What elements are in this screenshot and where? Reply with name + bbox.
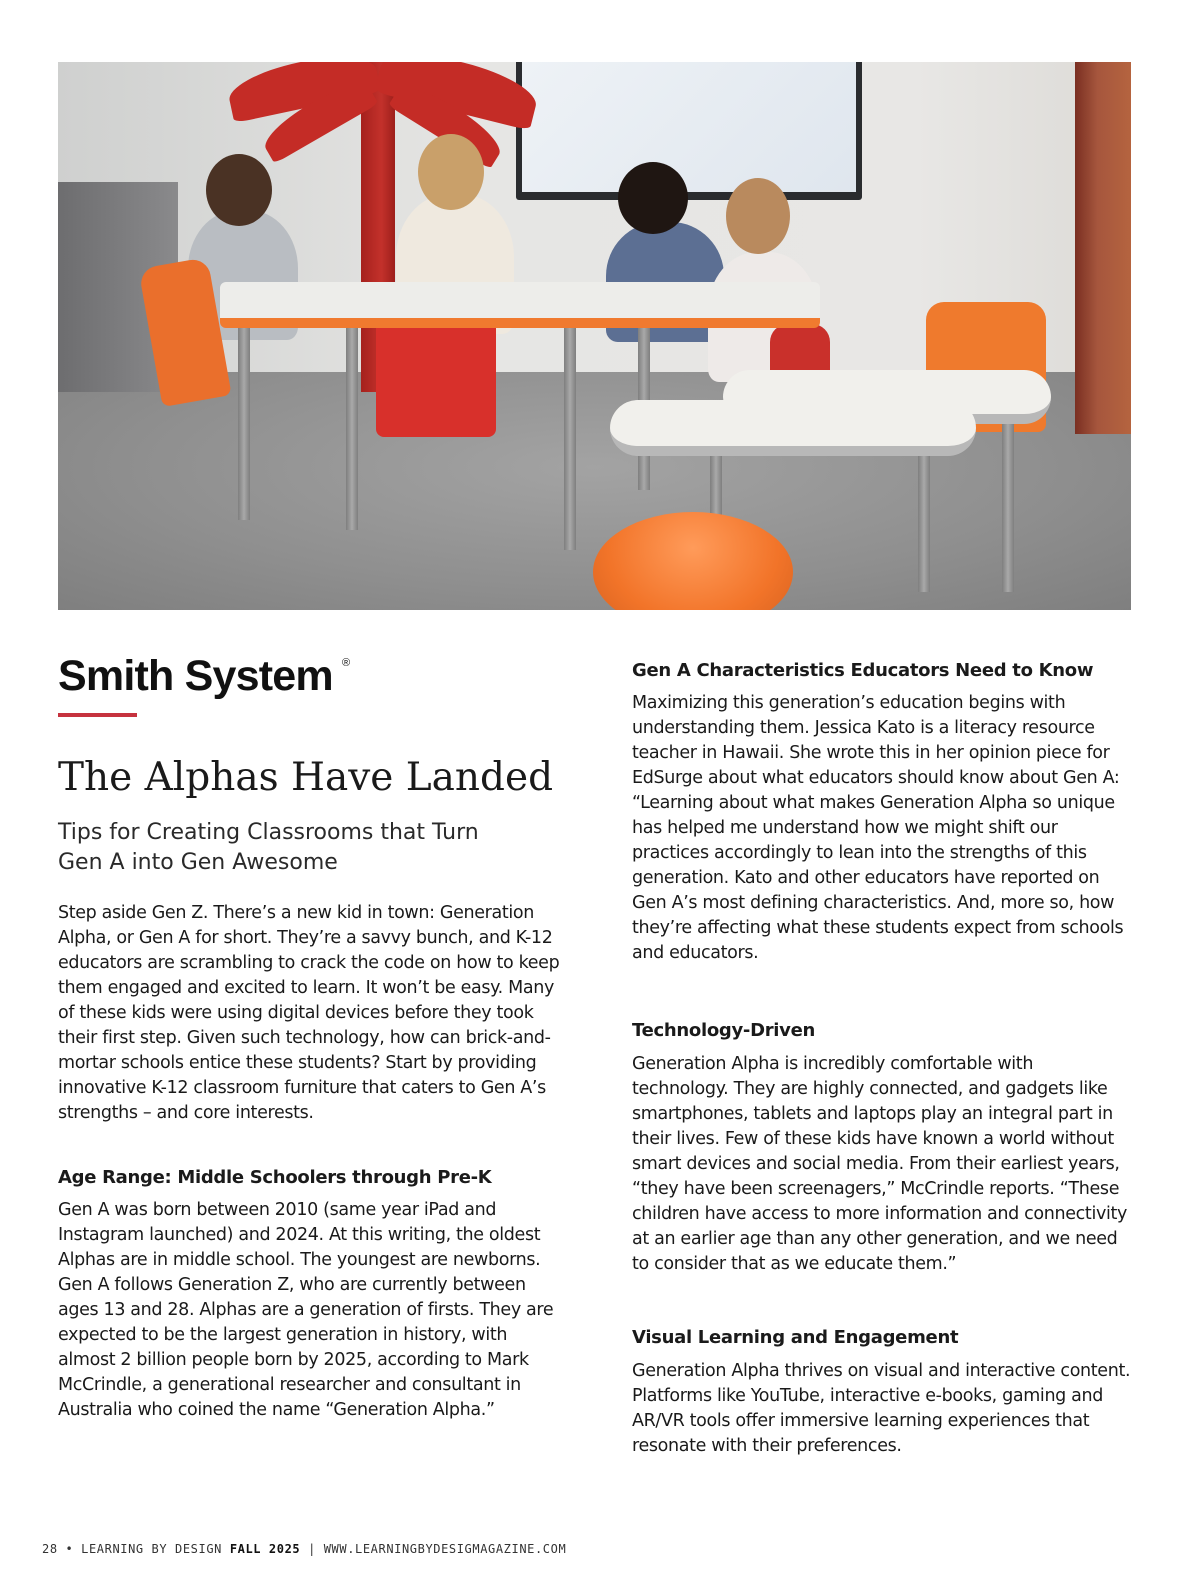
photo-table-leg bbox=[238, 320, 250, 520]
photo-display-board bbox=[516, 62, 862, 200]
registered-mark: ® bbox=[342, 657, 351, 669]
section-heading-age-range: Age Range: Middle Schoolers through Pre-K bbox=[58, 1167, 492, 1188]
section-heading-characteristics: Gen A Characteristics Educators Need to Know bbox=[632, 660, 1094, 681]
magazine-url[interactable]: WWW.LEARNINGBYDESIGMAGAZINE.COM bbox=[323, 1542, 567, 1556]
page-number: 28 bbox=[42, 1542, 58, 1556]
section-body-visual-learning: Generation Alpha thrives on visual and interactive content. Platforms like YouTube, interactive e-books, gaming and AR/VR tools offer immersive learning experiences that resonate with their preferences. bbox=[632, 1361, 1131, 1456]
photo-student-head bbox=[418, 134, 484, 210]
section-body-characteristics: Maximizing this generation’s education begins with understanding them. Jessica Kato is a literacy resource teacher in Hawaii. She wrote this in her opinion piece for EdSurge about what educators should know about Gen A: “Learning about what makes Generation Alpha so unique has helped me understand how we might shift our practices accordingly to lean into the strengths of this generation. Kato and other educators have reported on Gen A’s most defining characteristics. And, more so, how they’re affecting what these students expect from schools and educators. bbox=[632, 693, 1124, 963]
section-body-age-range: Gen A was born between 2010 (same year iPad and Instagram launched) and 2024. At this writing, the oldest Alphas are in middle school. The youngest are newborns. Gen A follows Generation Z, who are currently between ages 13 and 28. Alphas are a generation of firsts. They are expected to be the largest generation in history, with almost 2 billion people born by 2025, according to Mark McCrindle, a generational researcher and consultant in Australia who coined the name “Generation Alpha.” bbox=[58, 1200, 554, 1420]
photo-table bbox=[220, 282, 820, 328]
brand-accent-rule bbox=[58, 713, 137, 717]
photo-door bbox=[1075, 62, 1131, 434]
photo-table-leg bbox=[918, 452, 930, 592]
photo-student-head bbox=[206, 154, 272, 226]
magazine-name: LEARNING BY DESIGN bbox=[81, 1542, 222, 1556]
issue-label: FALL 2025 bbox=[229, 1542, 301, 1556]
photo-table-leg bbox=[1002, 422, 1014, 592]
photo-student-head bbox=[726, 178, 790, 254]
photo-table bbox=[610, 400, 976, 456]
section-heading-visual-learning: Visual Learning and Engagement bbox=[632, 1327, 959, 1348]
classroom-photo bbox=[58, 62, 1131, 610]
section-body-technology: Generation Alpha is incredibly comfortable with technology. They are highly connected, and gadgets like smartphones, tablets and laptops play an integral part in their lives. Few of these kids have known a world without smart devices and social media. From their earliest years, “they have been screenagers,” McCrindle reports. “These children have access to more information and connectivity at an earlier age than any other generation, and we need to consider that as we educate them.” bbox=[632, 1054, 1127, 1274]
article-title: The Alphas Have Landed bbox=[58, 755, 554, 800]
article-subtitle-line: Gen A into Gen Awesome bbox=[58, 850, 338, 875]
article-subtitle-line: Tips for Creating Classrooms that Turn bbox=[58, 820, 479, 845]
photo-table-leg bbox=[346, 320, 358, 530]
article-subtitle bbox=[58, 818, 578, 878]
footer-bullet: • bbox=[65, 1542, 74, 1556]
footer-separator: | bbox=[308, 1542, 316, 1556]
section-heading-technology: Technology-Driven bbox=[632, 1020, 816, 1041]
photo-student-head bbox=[618, 162, 688, 234]
brand-logo: Smith System bbox=[58, 652, 333, 700]
photo-table-leg bbox=[564, 320, 576, 550]
page-footer bbox=[42, 1542, 566, 1556]
intro-paragraph: Step aside Gen Z. There’s a new kid in town: Generation Alpha, or Gen A for short. They’re a savvy bunch, and K-12 educators are scrambling to crack the code on how to keep them engaged and excited to learn. It won’t be easy. Many of these kids were using digital devices before they took their first step. Given such technology, how can brick-and-mortar schools entice these students? Start by providing innovative K-12 classroom furniture that caters to Gen A’s strengths – and core interests. bbox=[58, 903, 560, 1123]
